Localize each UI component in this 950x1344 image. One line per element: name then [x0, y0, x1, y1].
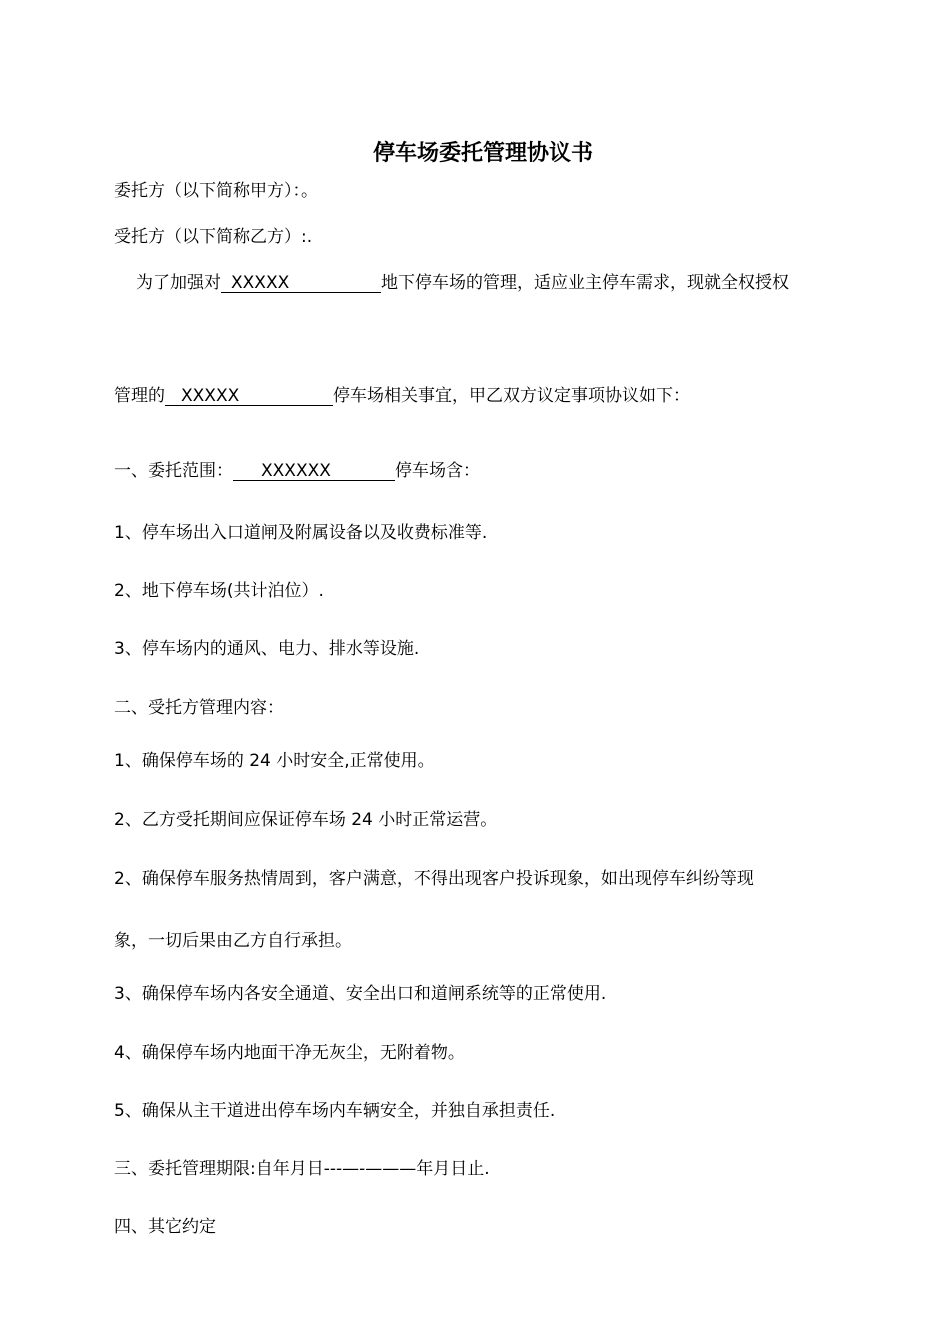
section3-line: 三、委托管理期限:自年月日---—-———年月日止.: [114, 1159, 490, 1179]
document-title: 停车场委托管理协议书: [372, 141, 593, 166]
section2-item: 1、确保停车场的 24 小时安全,正常使用。: [114, 751, 435, 771]
intro-blank-field: XXXXX: [221, 274, 381, 293]
section1-item: 3、停车场内的通风、电力、排水等设施.: [114, 639, 420, 659]
intro-paragraph: [136, 272, 789, 294]
section1-item: 2、地下停车场(共计泊位）.: [114, 581, 324, 601]
section2-item: 3、确保停车场内各安全通道、安全出口和道闸系统等的正常使用.: [114, 984, 607, 1004]
section1-blank-field: XXXXXX: [233, 462, 395, 481]
section2-item: 5、确保从主干道进出停车场内车辆安全，并独自承担责任.: [114, 1101, 556, 1121]
section2-heading: 二、受托方管理内容：: [114, 698, 284, 718]
intro2-blank-field: XXXXX: [165, 387, 333, 406]
section4-heading: 四、其它约定: [114, 1217, 216, 1237]
intro2-prefix: 管理的: [114, 386, 165, 406]
section2-item: 4、确保停车场内地面干净无灰尘，无附着物。: [114, 1043, 465, 1063]
section2-item: 2、乙方受托期间应保证停车场 24 小时正常运营。: [114, 810, 498, 830]
section1-suffix: 停车场含：: [395, 461, 480, 481]
section2-item-continuation: 象，一切后果由乙方自行承担。: [114, 931, 352, 951]
intro2-suffix: 停车场相关事宜，甲乙双方议定事项协议如下：: [333, 386, 690, 406]
party-b-line: 受托方（以下简称乙方）:.: [114, 227, 313, 247]
section2-item: 2、确保停车服务热情周到，客户满意，不得出现客户投诉现象，如出现停车纠纷等现: [114, 869, 754, 889]
section1-heading: [114, 460, 480, 482]
intro-continuation: [114, 385, 690, 407]
intro-prefix: 为了加强对: [136, 273, 221, 293]
section1-item: 1、停车场出入口道闸及附属设备以及收费标准等.: [114, 523, 488, 543]
intro-suffix: 地下停车场的管理，适应业主停车需求，现就全权授权: [381, 273, 789, 293]
party-a-line: 委托方（以下简称甲方）：。: [114, 181, 318, 201]
section1-prefix: 一、委托范围：: [114, 461, 233, 481]
